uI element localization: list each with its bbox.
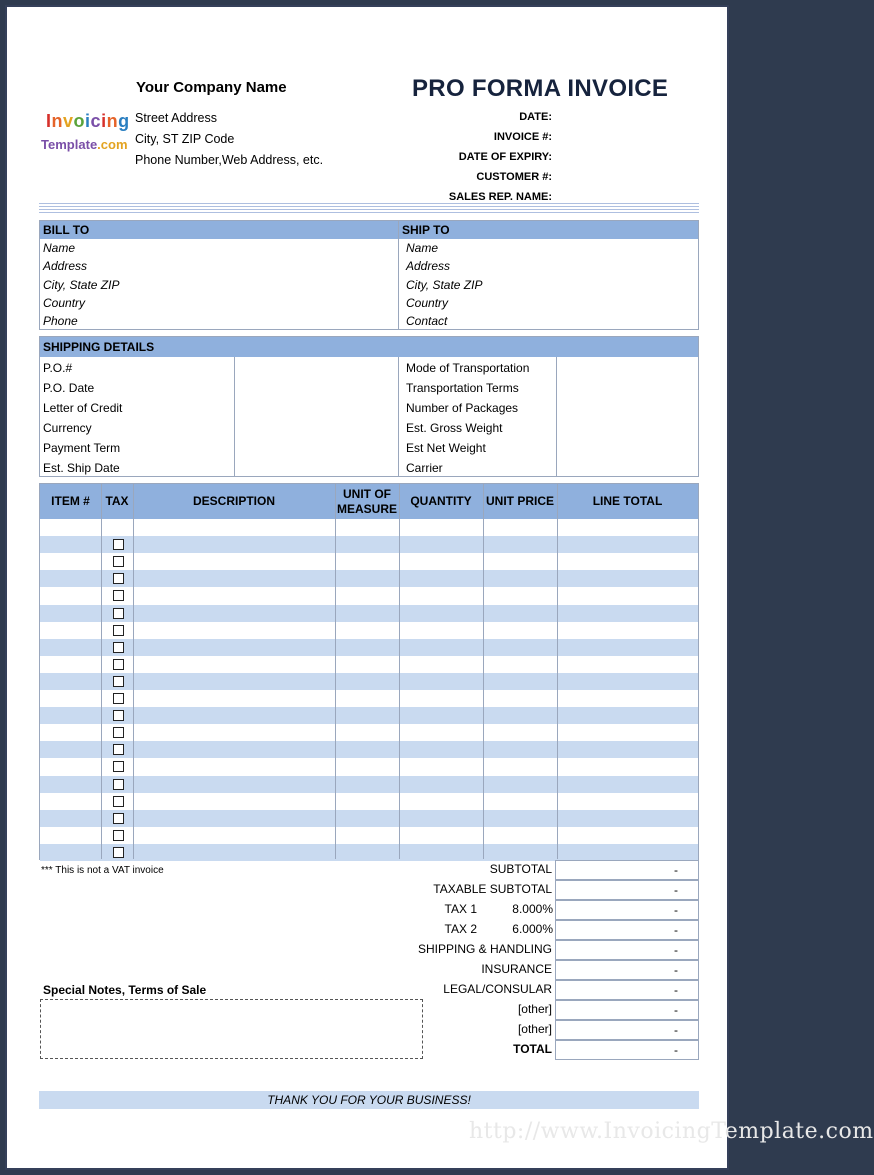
shipping-divider-3 xyxy=(556,357,557,476)
address-divider xyxy=(398,221,399,329)
bill-to-field[interactable]: City, State ZIP xyxy=(43,277,120,292)
logo-letter: t xyxy=(85,137,90,152)
shipping-label: Transportation Terms xyxy=(406,381,519,395)
ship-to-field[interactable]: City, State ZIP xyxy=(406,277,483,292)
company-street: Street Address xyxy=(135,111,217,125)
logo-letter: n xyxy=(51,111,64,131)
shipping-divider-2 xyxy=(398,357,399,476)
invoice-sheet xyxy=(5,5,874,1170)
total-value: - xyxy=(555,1040,699,1060)
column-divider xyxy=(133,484,134,859)
column-header: UNIT PRICE xyxy=(485,494,554,508)
tax-checkbox[interactable] xyxy=(113,693,124,704)
logo-letter: i xyxy=(85,111,91,131)
tax-checkbox[interactable] xyxy=(113,676,124,687)
logo-letter: m xyxy=(55,137,67,152)
company-name: Your Company Name xyxy=(136,79,287,96)
total-value: - xyxy=(555,920,699,940)
special-notes-label: Special Notes, Terms of Sale xyxy=(43,983,207,997)
column-divider xyxy=(335,484,336,859)
tax-checkbox[interactable] xyxy=(113,659,124,670)
logo-letter: i xyxy=(101,111,107,131)
table-row xyxy=(40,776,698,793)
table-row xyxy=(40,844,698,861)
tax-checkbox[interactable] xyxy=(113,608,124,619)
shipping-label: Number of Packages xyxy=(406,401,519,415)
logo-letter: n xyxy=(106,111,119,131)
logo-letter: g xyxy=(118,111,130,131)
table-row xyxy=(40,707,698,724)
watermark: http://www.InvoicingTemplate.com xyxy=(469,1119,874,1144)
table-row xyxy=(40,622,698,639)
tax-checkbox[interactable] xyxy=(113,590,124,601)
tax-checkbox[interactable] xyxy=(113,847,124,858)
vat-note: *** This is not a VAT invoice xyxy=(41,865,164,876)
total-value: - xyxy=(555,860,699,880)
table-row xyxy=(40,690,698,707)
table-row xyxy=(40,639,698,656)
shipping-label: Letter of Credit xyxy=(43,401,123,415)
tax-checkbox[interactable] xyxy=(113,830,124,841)
table-row xyxy=(40,605,698,622)
invoice-meta-value[interactable] xyxy=(557,169,697,185)
column-header: DESCRIPTION xyxy=(192,494,275,508)
total-label: TOTAL xyxy=(513,1042,552,1056)
invoice-meta-value[interactable] xyxy=(557,149,697,165)
logo-letter: m xyxy=(115,137,128,152)
total-value: - xyxy=(555,1020,699,1040)
logo-letter: T xyxy=(41,137,48,152)
shipping-divider-1 xyxy=(234,357,235,476)
tax-rate[interactable]: 8.000% xyxy=(512,902,553,916)
tax-checkbox[interactable] xyxy=(113,539,124,550)
total-label: TAX 1 xyxy=(444,902,477,916)
table-row xyxy=(40,553,698,570)
shipping-label: Currency xyxy=(43,421,92,435)
ship-to-field[interactable]: Name xyxy=(406,241,439,255)
shipping-label: Mode of Transportation xyxy=(406,361,530,375)
logo-letter: o xyxy=(108,137,116,152)
total-label: SHIPPING & HANDLING xyxy=(417,942,552,956)
ship-to-field[interactable]: Address xyxy=(406,259,451,274)
bill-to-field[interactable]: Phone xyxy=(43,314,78,329)
tax-checkbox[interactable] xyxy=(113,813,124,824)
table-row xyxy=(40,519,698,536)
tax-checkbox[interactable] xyxy=(113,710,124,721)
items-table xyxy=(39,483,699,860)
logo-letter: c xyxy=(100,137,109,152)
total-value: - xyxy=(555,980,699,1000)
shipping-label: Payment Term xyxy=(43,441,121,455)
table-row xyxy=(40,587,698,604)
address-section xyxy=(39,220,699,330)
tax-checkbox[interactable] xyxy=(113,573,124,584)
logo-letter: l xyxy=(74,137,79,152)
table-row xyxy=(40,827,698,844)
invoice-meta-label: DATE OF EXPIRY: xyxy=(458,151,552,163)
column-header: QUANTITY xyxy=(410,494,472,508)
tax-rate[interactable]: 6.000% xyxy=(512,922,553,936)
thank-you-bar: THANK YOU FOR YOUR BUSINESS! xyxy=(39,1091,699,1109)
ship-to-field[interactable]: Country xyxy=(406,295,449,310)
tax-checkbox[interactable] xyxy=(113,642,124,653)
logo-letter: o xyxy=(73,111,86,131)
shipping-label: Est Net Weight xyxy=(406,441,486,455)
total-value: - xyxy=(555,940,699,960)
total-label: INSURANCE xyxy=(481,962,552,976)
bill-to-field[interactable]: Name xyxy=(43,241,76,255)
table-row xyxy=(40,673,698,690)
total-label: TAXABLE SUBTOTAL xyxy=(433,882,552,896)
header-divider xyxy=(39,203,699,215)
shipping-details-header: SHIPPING DETAILS xyxy=(40,337,698,357)
logo-letter: v xyxy=(63,111,74,131)
column-header: UNIT OF MEASURE xyxy=(336,486,397,516)
logo-letter: I xyxy=(46,111,52,131)
total-value: - xyxy=(555,900,699,920)
table-row xyxy=(40,536,698,553)
invoice-title: PRO FORMA INVOICE xyxy=(412,75,669,102)
tax-checkbox[interactable] xyxy=(113,779,124,790)
shipping-label: Est. Gross Weight xyxy=(406,421,503,435)
ship-to-header: SHIP TO xyxy=(399,221,698,239)
table-row xyxy=(40,724,698,741)
total-label: SUBTOTAL xyxy=(489,862,552,876)
tax-checkbox[interactable] xyxy=(113,625,124,636)
total-value: - xyxy=(555,880,699,900)
table-row xyxy=(40,741,698,758)
logo-letter: p xyxy=(66,137,75,152)
invoice-meta-label: SALES REP. NAME: xyxy=(448,191,552,203)
invoice-meta-value[interactable] xyxy=(557,109,697,125)
column-header: ITEM # xyxy=(51,494,90,508)
ship-to-field[interactable]: Contact xyxy=(406,314,448,329)
tax-checkbox[interactable] xyxy=(113,761,124,772)
total-label: LEGAL/CONSULAR xyxy=(443,982,552,996)
bill-to-field[interactable]: Address xyxy=(43,259,88,274)
logo-letter: . xyxy=(97,137,101,152)
invoice-meta-label: INVOICE #: xyxy=(493,131,552,143)
table-row xyxy=(40,656,698,673)
column-divider xyxy=(483,484,484,859)
shipping-label: P.O.# xyxy=(43,361,73,375)
total-label: [other] xyxy=(517,1022,552,1036)
total-value: - xyxy=(555,960,699,980)
company-contact: Phone Number,Web Address, etc. xyxy=(135,153,324,167)
logo-letter: e xyxy=(47,137,56,152)
table-row xyxy=(40,758,698,775)
table-row xyxy=(40,810,698,827)
company-city: City, ST ZIP Code xyxy=(135,132,235,146)
column-divider xyxy=(399,484,400,859)
logo-letter: a xyxy=(78,137,86,152)
column-header: LINE TOTAL xyxy=(592,494,663,508)
tax-checkbox[interactable] xyxy=(113,796,124,807)
column-divider xyxy=(557,484,558,859)
invoice-meta-label: DATE: xyxy=(519,111,552,123)
logo-letter: c xyxy=(90,111,102,131)
tax-checkbox[interactable] xyxy=(113,727,124,738)
total-label: TAX 2 xyxy=(444,922,477,936)
tax-checkbox[interactable] xyxy=(113,744,124,755)
bill-to-field[interactable]: Country xyxy=(43,295,86,310)
bill-to-header: BILL TO xyxy=(40,221,398,239)
invoice-meta-label: CUSTOMER #: xyxy=(476,171,552,183)
logo-letter: e xyxy=(89,137,98,152)
total-label: [other] xyxy=(517,1002,552,1016)
invoice-meta-value[interactable] xyxy=(557,129,697,145)
total-value: - xyxy=(555,1000,699,1020)
table-row xyxy=(40,793,698,810)
shipping-label: Carrier xyxy=(406,461,443,475)
tax-checkbox[interactable] xyxy=(113,556,124,567)
shipping-label: P.O. Date xyxy=(43,381,95,395)
shipping-details-section xyxy=(39,336,699,477)
column-header: TAX xyxy=(105,494,129,508)
shipping-label: Est. Ship Date xyxy=(43,461,120,475)
column-divider xyxy=(101,484,102,859)
table-row xyxy=(40,570,698,587)
